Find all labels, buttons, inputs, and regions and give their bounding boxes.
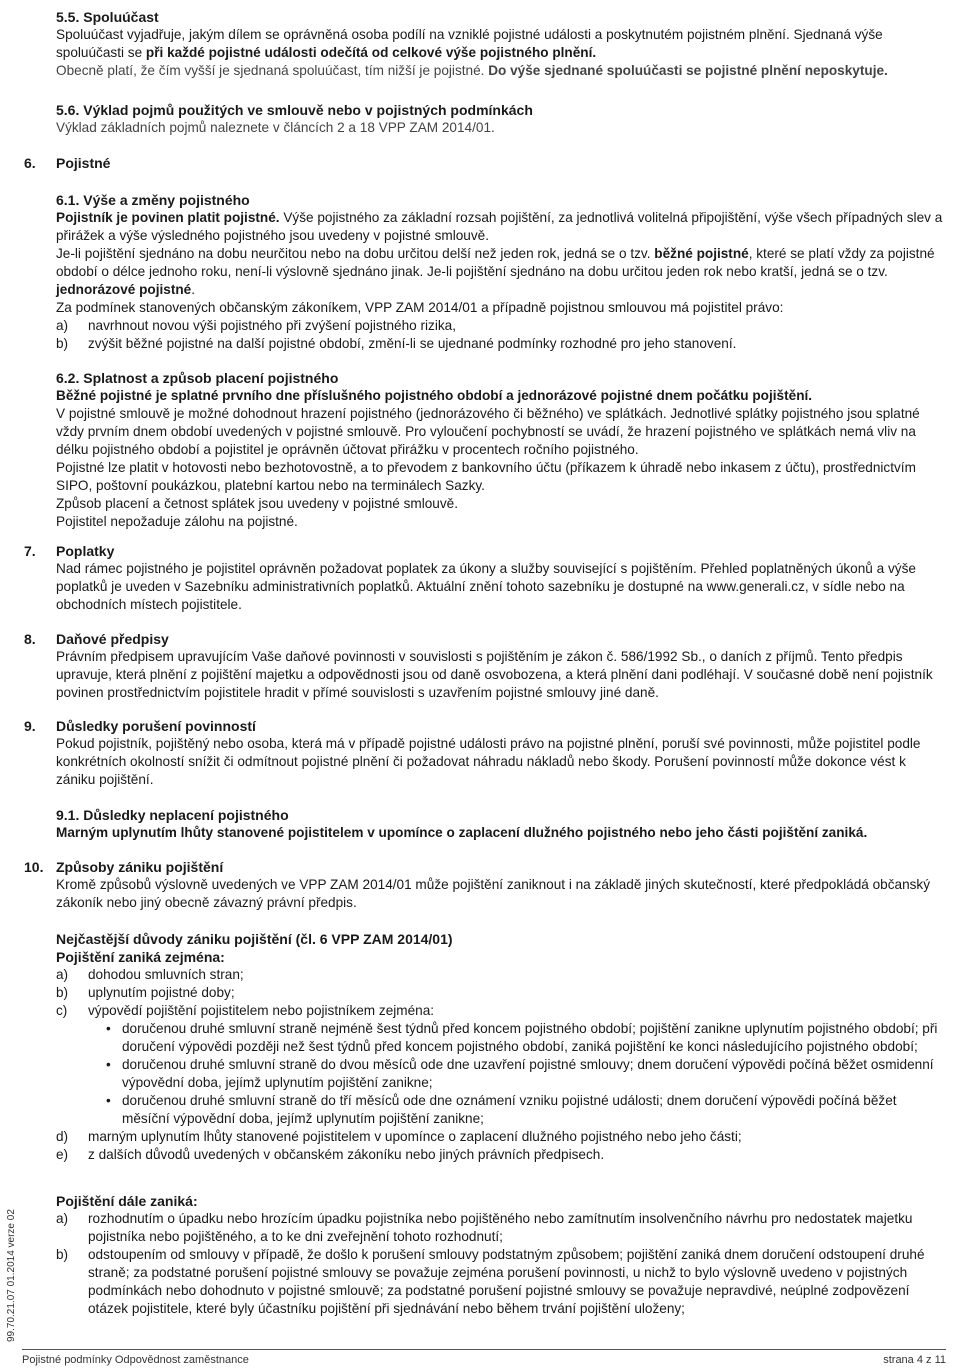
section-6-2-paragraph-4: Pojistitel nepožaduje zálohu na pojistné. [56,514,298,529]
section-5-5-paragraph-1: Spoluúčast vyjadřuje, jakým dílem se oprávněná osoba podílí na vzniklé pojistné události a poskytnutém pojistném plnění. Sjednaná výše spoluúčasti se při každé pojistné události odečítá od celkové výše pojistného plnění. [56,27,883,60]
section-6-1-list [56,317,946,353]
bullet-icon: • [106,1057,111,1072]
section-7 [24,542,946,614]
section-5-6-text: Výklad základních pojmů naleznete v článcích 2 a 18 VPP ZAM 2014/01. [56,120,495,135]
section-6-2-bold-line: Běžné pojistné je splatné prvního dne příslušného pojistného období a jednorázové pojistné dnem počátku pojištění. [56,388,813,403]
section-6-1-paragraph-3: Za podmínek stanovených občanským zákoníkem, VPP ZAM 2014/01 a případně pojistnou smlouvou má pojistitel právo: [56,300,784,315]
section-9-text: Pokud pojistník, pojištěný nebo osoba, která má v případě pojistné události právo na pojistné plnění, poruší své povinnosti, může pojistitel podle konkrétních okolností snížit či odmítnout pojistné plnění či požadovat náhradu nákladů nebo škody. Porušení povinností může dokonce vést k zániku pojištění. [56,736,921,787]
section-9-1-text: Marným uplynutím lhůty stanovené pojistitelem v upomínce o zaplacení dlužného pojistného nebo jeho části pojištění zaniká. [56,825,868,840]
section-5-5 [56,8,946,80]
section-10-title: Způsoby zániku pojištění [56,859,224,875]
section-6-title: Pojistné [56,155,111,171]
list-item: e) z dalších důvodů uvedených v občanském zákoníku nebo jiných právních předpisech. [56,1147,605,1162]
ends-list [56,966,946,1020]
section-6-2-paragraph-3: Způsob placení a četnost splátek jsou uvedeny v pojistné smlouvě. [56,496,459,511]
list-item: b) uplynutím pojistné doby; [56,985,235,1000]
section-8-title: Daňové předpisy [56,631,169,647]
section-9 [24,717,946,789]
list-item: b) zvýšit běžné pojistné na další pojistné období, změní-li se ujednané podmínky rozhodné pro jeho stanovení. [56,336,737,351]
list-item: d) marným uplynutím lhůty stanovené pojistitelem v upomínce o zaplacení dlužného pojistného nebo jeho části; [56,1129,742,1144]
list-item: b) odstoupením od smlouvy v případě, že došlo k porušení smlouvy podstatným způsobem; pojištění zaniká dnem doručení odstoupení druhé straně; za podstatné porušení pojistné smlouvy se považuje zejména porušení povinnosti, u nichž to bylo výslovně uvedeno v pojistných podmínkách nebo dohodnuto v pojistné smlouvě; za podstatné porušení pojistné smlouvy se považuje nepravdivé, neúplné zodpovězení otázek pojistitele, které byly účastníku pojištění při sjednávání nebo během trvání pojištění uloženy; [56,1247,925,1316]
footer-page-number: strana 4 z 11 [883,1354,946,1366]
footer-document-title: Pojistné podmínky Odpovědnost zaměstnance [22,1354,249,1366]
side-reference-code: 99.70.21.07 01.2014 verze 02 [6,1209,17,1342]
section-6-2-heading: 6.2. Splatnost a způsob placení pojistného [56,370,339,386]
section-8-number: 8. [24,631,36,647]
section-7-text: Nad rámec pojistného je pojistitel oprávněn požadovat poplatek za úkony a služby související s pojištěním. Přehled poplatněných úkonů a výše poplatků je uveden v Sazebníku administrativních poplatků. Aktuální znění tohoto sazebníku je dostupné na www.generali.cz, v sídle nebo na obchodních místech pojistitele. [56,561,916,612]
bullet-icon: • [106,1021,111,1036]
section-6-1-paragraph-2: Je-li pojištění sjednáno na dobu neurčitou nebo na dobu určitou delší než jeden rok, jedná se o tzv. běžné pojistné, které se platí vždy za pojistné období o délce jednoho roku, není-li výslovně sjednáno jinak. Je-li pojištění sjednáno na dobu určitou jeden rok nebo kratší, jedná se o tzv. jednorázové pojistné. [56,246,935,297]
bullet-item: • doručenou druhé smluvní straně do tří měsíců ode dne oznámení vzniku pojistné události; dnem doručení výpovědi počíná běžet měsíční výpovědní doba, jejímž uplynutím pojištění zanikne; [106,1093,897,1126]
section-9-1-heading: 9.1. Důsledky neplacení pojistného [56,807,289,823]
further-heading: Pojištění dále zaniká: [56,1193,198,1209]
section-6-2 [56,369,946,531]
ends-heading: Pojištění zaniká zejména: [56,949,225,965]
list-item: a) dohodou smluvních stran; [56,967,244,982]
section-6-2-paragraph-2: Pojistné lze platit v hotovosti nebo bezhotovostně, a to převodem z bankovního účtu (příkazem k úhradě nebo inkasem z účtu), prostřednictvím SIPO, poštovní poukázkou, platební kartou nebo na terminálech Sazky. [56,460,916,493]
list-item: a) rozhodnutím o úpadku nebo hrozícím úpadku pojistníka nebo pojištěného nebo zamítnutím insolvenčního návrhu pro nedostatek majetku pojistníka nebo pojištěného, a to ke dni zveřejnění tohoto rozhodnutí; [56,1211,913,1244]
section-5-6 [56,101,946,137]
section-5-6-heading: 5.6. Výklad pojmů použitých ve smlouvě nebo v pojistných podmínkách [56,102,533,118]
section-6-number: 6. [24,155,36,171]
section-8-text: Právním předpisem upravujícím Vaše daňové povinnosti v souvislosti s pojištěním je zákon č. 586/1992 Sb., o daních z příjmů. Tento předpis upravuje, která plnění z pojištění majetku a odpovědnosti jsou od daně osvobozena, a která plnění dani podléhají. V současné době není pojistník povinen prostřednictvím pojistitele hradit v přímé souvislosti s uzavřením pojistné smlouvy jiné daně. [56,649,933,700]
section-10-further [56,1192,946,1318]
list-item: a) navrhnout novou výši pojistného při zvýšení pojistného rizika, [56,318,456,333]
reasons-heading: Nejčastější důvody zániku pojištění (čl. 6 VPP ZAM 2014/01) [56,931,453,947]
section-9-number: 9. [24,718,36,734]
section-10-reasons [56,930,946,1164]
section-10-text: Kromě způsobů výslovně uvedených ve VPP ZAM 2014/01 může pojištění zaniknout i na základě jiných skutečností, které předpokládá občanský zákoník nebo jiný obecně závazný právní předpis. [56,877,931,910]
section-6-2-paragraph-1: V pojistné smlouvě je možné dohodnout hrazení pojistného (jednorázového či běžného) ve splátkách. Jednotlivé splátky pojistného jsou splatné vždy prvním dnem období uvedených v pojistné smlouvě. Pro vyloučení pochybností se uvádí, že hrazení pojistného ve splátkách nemá vliv na délku pojistného období a pojistitel je oprávněn účtovat přirážku v procentech ročního pojistného. [56,406,920,457]
section-7-number: 7. [24,543,36,559]
section-5-5-paragraph-2: Obecně platí, že čím vyšší je sjednaná spoluúčast, tím nižší je pojistné. Do výše sjednané spoluúčasti se pojistné plnění neposkytuje. [56,63,888,78]
bullet-item: • doručenou druhé smluvní straně nejméně šest týdnů před koncem pojistného období; pojištění zanikne uplynutím pojistného období; při doručení výpovědi později než šest týdnů před koncem pojistného období, zaniká pojištění ke konci následujícího pojistného období; [106,1021,938,1054]
ends-list-continued [56,1128,946,1164]
further-list [56,1210,946,1318]
footer-divider [22,1349,946,1350]
bullet-item: • doručenou druhé smluvní straně do dvou měsíců ode dne uzavření pojistné smlouvy; dnem doručení výpovědi počíná běžet osmidenní výpovědní doba, jejímž uplynutím pojištění zanikne; [106,1057,934,1090]
section-10 [24,858,946,912]
list-item: c) výpovědí pojištění pojistitelem nebo pojistníkem zejména: [56,1003,435,1018]
section-9-1 [56,806,946,842]
bullet-icon: • [106,1093,111,1108]
section-6-1-paragraph-1: Pojistník je povinen platit pojistné. Výše pojistného za základní rozsah pojištění, za jednotlivá volitelná připojištění, výše všech případných slev a přirážek a výše výsledného pojistného jsou uvedeny v pojistné smlouvě. [56,210,943,243]
section-6 [24,154,946,172]
section-10-number: 10. [24,859,44,875]
section-5-5-heading: 5.5. Spoluúčast [56,9,159,25]
section-6-1-heading: 6.1. Výše a změny pojistného [56,192,250,208]
notice-bullet-list [56,1020,946,1128]
section-7-title: Poplatky [56,543,115,559]
section-6-1 [56,191,946,353]
section-8 [24,630,946,702]
section-9-title: Důsledky porušení povinností [56,718,256,734]
